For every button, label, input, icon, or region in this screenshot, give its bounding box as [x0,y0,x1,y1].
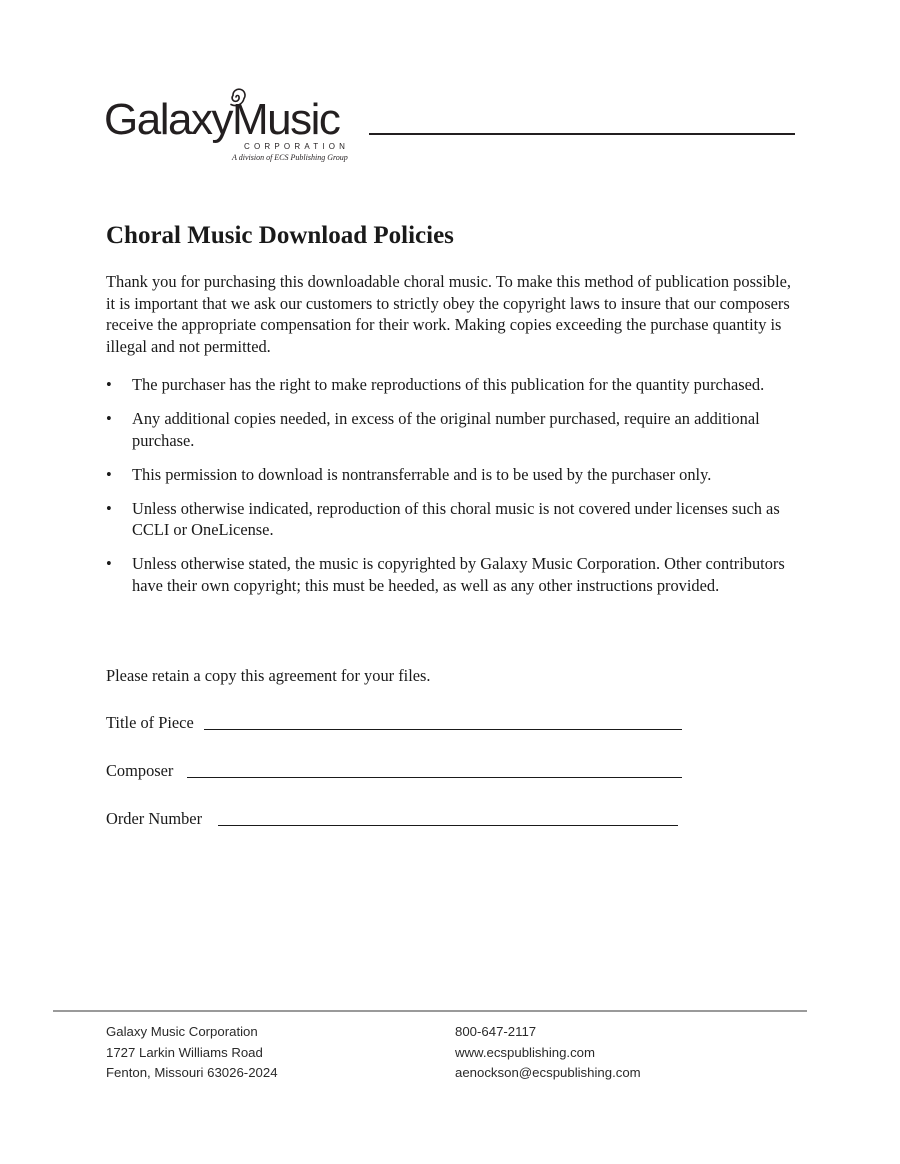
policy-item-text: Any additional copies needed, in excess of the original number purchased, require an additional purchase. [132,409,760,450]
bullet-icon: • [106,554,112,573]
policy-item [106,464,796,486]
footer-email[interactable]: aenockson@ecspublishing.com [455,1065,641,1080]
policy-item-text: Unless otherwise stated, the music is copyrighted by Galaxy Music Corporation. Other contributors have their own copyright; this must be heeded, as well as any other instructions provided. [132,554,785,595]
footer-rule [53,1010,807,1012]
policy-list [106,374,796,609]
policy-item [106,553,796,596]
policy-item-text: This permission to download is nontransferrable and is to be used by the purchaser only. [132,464,712,484]
logo-wordmark: GalaxyMusic [104,95,340,144]
policy-item [106,498,796,541]
page-title: Choral Music Download Policies [106,222,454,249]
footer-contact [455,1022,641,1084]
bullet-icon: • [106,409,112,428]
order-number-blank[interactable] [218,825,678,826]
composer-blank[interactable] [187,777,682,778]
policy-item-text: Unless otherwise indicated, reproduction of this choral music is not covered under licenses such as CCLI or OneLicense. [132,498,780,539]
title-of-piece-blank[interactable] [204,729,682,730]
policy-item [106,408,796,451]
bullet-icon: • [106,464,112,484]
order-number-label: Order Number [106,809,203,828]
footer-company: Galaxy Music Corporation [106,1024,258,1039]
composer-label: Composer [106,761,174,780]
logo-division: A division of ECS Publishing Group [232,153,348,162]
footer-phone: 800-647-2117 [455,1024,537,1039]
policy-item-text: The purchaser has the right to make reproductions of this publication for the quantity purchased. [132,375,765,394]
galaxy-music-logo [104,82,366,166]
footer-address [106,1022,278,1084]
footer-street: 1727 Larkin Williams Road [106,1044,263,1060]
footer-city: Fenton, Missouri 63026-2024 [106,1065,278,1080]
bullet-icon: • [106,498,112,518]
intro-paragraph: Thank you for purchasing this downloadable choral music. To make this method of publication possible, it is important that we ask our customers to strictly obey the copyright laws to insure that our composers receive the appropriate compensation for their work. Making copies exceeding the purchase quantity is illegal and not permitted. [106,272,792,356]
footer-website[interactable]: www.ecspublishing.com [455,1044,595,1060]
logo-corporation: CORPORATION [244,142,350,151]
header-rule [369,133,795,135]
policy-item [106,374,796,396]
title-of-piece-label: Title of Piece [106,713,194,732]
bullet-icon: • [106,375,112,394]
retain-note: Please retain a copy this agreement for your files. [106,666,431,685]
